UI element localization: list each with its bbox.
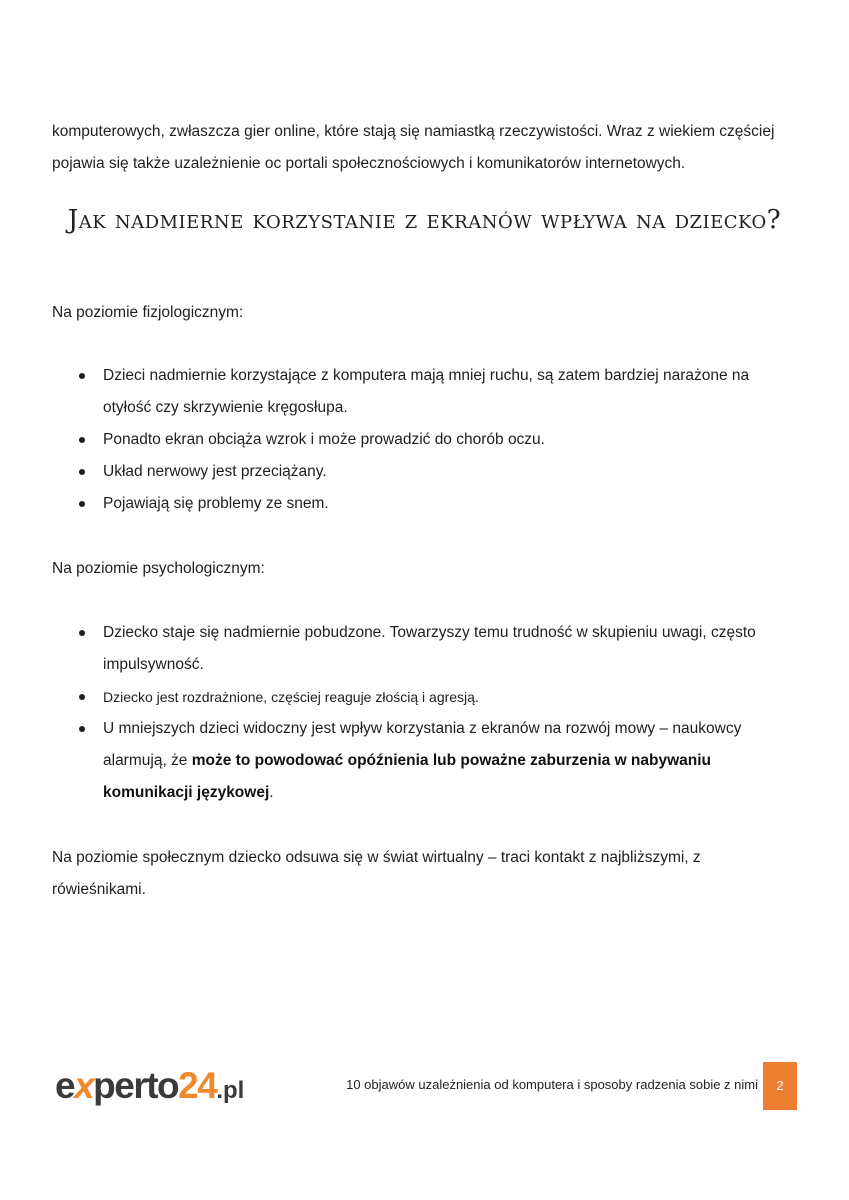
experto24-logo: experto24.pl <box>55 1065 245 1106</box>
psychological-list <box>52 617 797 809</box>
list-item: Dziecko staje się nadmiernie pobudzone. Towarzyszy temu trudność w skupieniu uwagi, często impulsywność. <box>52 617 797 681</box>
page-number-badge: 2 <box>763 1062 797 1110</box>
psychological-label: Na poziomie psychologicznym: <box>52 560 265 577</box>
bold-emphasis: może to powodować opóźnienia lub poważne zaburzenia w nabywaniu komunikacji językowej <box>103 752 712 801</box>
footer-title: 10 objawów uzależnienia od komputera i sposoby radzenia sobie z nimi <box>346 1077 758 1092</box>
physiological-label: Na poziomie fizjologicznym: <box>52 304 244 321</box>
list-item <box>52 713 797 809</box>
list-item: Ponadto ekran obciąża wzrok i może prowadzić do chorób oczu. <box>52 424 797 456</box>
list-item: Układ nerwowy jest przeciążany. <box>52 456 797 488</box>
section-heading: Jak nadmierne korzystanie z ekranów wpływa na dziecko? <box>67 205 782 235</box>
list-item: Dzieci nadmiernie korzystające z komputera mają mniej ruchu, są zatem bardziej narażone na otyłość czy skrzywienie kręgosłupa. <box>52 360 797 424</box>
physiological-list <box>52 360 797 520</box>
intro-paragraph: komputerowych, zwłaszcza gier online, które stają się namiastką rzeczywistości. Wraz z wiekiem częściej pojawia się także uzależnienie oc portali społecznościowych i komunikatorów internetowych. <box>52 123 775 172</box>
social-paragraph: Na poziomie społecznym dziecko odsuwa się w świat wirtualny – traci kontakt z najbliższymi, z rówieśnikami. <box>52 849 701 898</box>
list-item-suffix: . <box>269 784 274 801</box>
list-item: Pojawiają się problemy ze snem. <box>52 488 797 520</box>
list-item: Dziecko jest rozdrażnione, częściej reaguje złością i agresją. <box>52 681 797 713</box>
list-item-text: U mniejszych dzieci widoczny jest wpływ korzystania z ekranów na rozwój mowy – naukowcy alarmują, że <box>103 720 742 769</box>
